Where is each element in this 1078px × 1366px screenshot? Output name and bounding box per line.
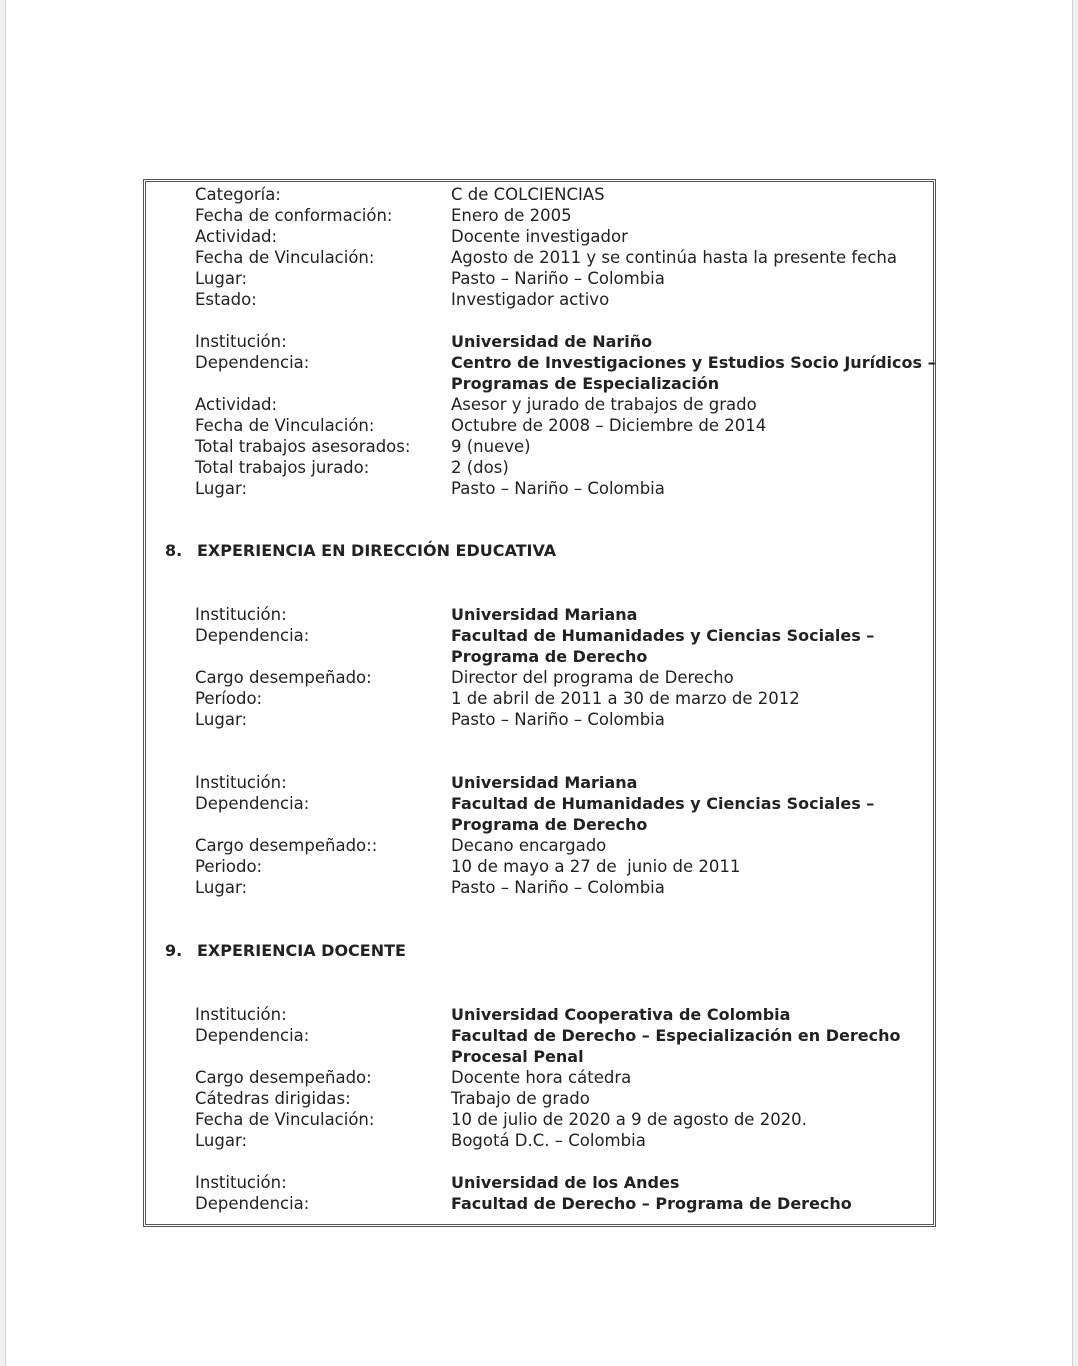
dependency-row	[0, 793, 1078, 814]
field-label: Cargo desempeñado::	[195, 836, 378, 855]
field-label: Fecha de conformación:	[195, 206, 393, 225]
field-label: Total trabajos jurado:	[195, 458, 370, 477]
dependency-label: Dependencia:	[195, 1194, 310, 1213]
field-value: 10 de mayo a 27 de junio de 2011	[451, 857, 741, 876]
field-label: Periodo:	[195, 857, 263, 876]
section-number: 8.	[165, 541, 183, 560]
field-label: Fecha de Vinculación:	[195, 248, 375, 267]
field-row	[0, 226, 1078, 247]
dependency-value-line1: Facultad de Derecho – Especialización en Derecho	[451, 1026, 901, 1045]
dependency-label: Dependencia:	[195, 626, 310, 645]
field-row	[0, 394, 1078, 415]
dependency-row-continued	[0, 1046, 1078, 1067]
dependency-value-line2: Procesal Penal	[451, 1047, 584, 1066]
institution-label: Institución:	[195, 605, 287, 624]
institution-value: Universidad Mariana	[451, 773, 638, 792]
field-label: Cargo desempeñado:	[195, 1068, 372, 1087]
institution-label: Institución:	[195, 1005, 287, 1024]
field-label: Lugar:	[195, 1131, 247, 1150]
field-value: Pasto – Nariño – Colombia	[451, 479, 665, 498]
institution-label: Institución:	[195, 773, 287, 792]
dependency-value-line2: Programa de Derecho	[451, 647, 648, 666]
field-row	[0, 877, 1078, 898]
dependency-value-line2: Programas de Especialización	[451, 374, 720, 393]
field-value: Agosto de 2011 y se continúa hasta la presente fecha	[451, 248, 897, 267]
institution-row	[0, 331, 1078, 352]
dependency-row	[0, 352, 1078, 373]
field-value: Asesor y jurado de trabajos de grado	[451, 395, 757, 414]
field-row	[0, 247, 1078, 268]
field-value: Pasto – Nariño – Colombia	[451, 269, 665, 288]
field-value: C de COLCIENCIAS	[451, 185, 605, 204]
dependency-label: Dependencia:	[195, 1026, 310, 1045]
field-value: Docente hora cátedra	[451, 1068, 632, 1087]
field-row	[0, 1088, 1078, 1109]
field-row	[0, 667, 1078, 688]
dependency-row	[0, 1025, 1078, 1046]
field-row	[0, 1130, 1078, 1151]
dependency-value-line1: Centro de Investigaciones y Estudios Socio Jurídicos –	[451, 353, 936, 372]
field-value: Octubre de 2008 – Diciembre de 2014	[451, 416, 767, 435]
dependency-value-line1: Facultad de Humanidades y Ciencias Sociales –	[451, 626, 875, 645]
dependency-row	[0, 1193, 1078, 1214]
field-row	[0, 856, 1078, 877]
field-value: 9 (nueve)	[451, 437, 531, 456]
field-label: Lugar:	[195, 878, 247, 897]
field-value: Pasto – Nariño – Colombia	[451, 710, 665, 729]
institution-row	[0, 1172, 1078, 1193]
institution-value: Universidad de Nariño	[451, 332, 653, 351]
field-value: 10 de julio de 2020 a 9 de agosto de 2020.	[451, 1110, 807, 1129]
field-label: Período:	[195, 689, 263, 708]
institution-row	[0, 772, 1078, 793]
field-label: Lugar:	[195, 479, 247, 498]
field-value: 2 (dos)	[451, 458, 509, 477]
dependency-value-line1: Facultad de Humanidades y Ciencias Sociales –	[451, 794, 875, 813]
institution-label: Institución:	[195, 1173, 287, 1192]
field-row	[0, 835, 1078, 856]
dependency-row-continued	[0, 646, 1078, 667]
dependency-label: Dependencia:	[195, 794, 310, 813]
field-label: Actividad:	[195, 227, 278, 246]
field-label: Cargo desempeñado:	[195, 668, 372, 687]
field-row	[0, 268, 1078, 289]
field-value: Decano encargado	[451, 836, 607, 855]
dependency-row-continued	[0, 814, 1078, 835]
field-label: Lugar:	[195, 269, 247, 288]
field-label: Fecha de Vinculación:	[195, 416, 375, 435]
field-row	[0, 436, 1078, 457]
field-label: Fecha de Vinculación:	[195, 1110, 375, 1129]
dependency-label: Dependencia:	[195, 353, 310, 372]
field-label: Categoría:	[195, 185, 281, 204]
section-number: 9.	[165, 941, 183, 960]
field-row	[0, 289, 1078, 310]
field-row	[0, 1067, 1078, 1088]
field-row	[0, 688, 1078, 709]
field-row	[0, 457, 1078, 478]
field-value: Pasto – Nariño – Colombia	[451, 878, 665, 897]
field-value: Trabajo de grado	[451, 1089, 590, 1108]
institution-value: Universidad Cooperativa de Colombia	[451, 1005, 791, 1024]
field-row	[0, 478, 1078, 499]
field-label: Estado:	[195, 290, 257, 309]
dependency-value-line2: Programa de Derecho	[451, 815, 648, 834]
field-label: Total trabajos asesorados:	[195, 437, 411, 456]
field-value: Investigador activo	[451, 290, 610, 309]
field-row	[0, 205, 1078, 226]
institution-row	[0, 604, 1078, 625]
field-label: Cátedras dirigidas:	[195, 1089, 351, 1108]
field-label: Lugar:	[195, 710, 247, 729]
section-title: EXPERIENCIA EN DIRECCIÓN EDUCATIVA	[197, 541, 557, 560]
field-value: Enero de 2005	[451, 206, 572, 225]
field-row	[0, 1109, 1078, 1130]
field-row	[0, 184, 1078, 205]
field-row	[0, 415, 1078, 436]
institution-row	[0, 1004, 1078, 1025]
section-title: EXPERIENCIA DOCENTE	[197, 941, 406, 960]
institution-value: Universidad de los Andes	[451, 1173, 680, 1192]
dependency-row-continued	[0, 373, 1078, 394]
field-value: Director del programa de Derecho	[451, 668, 734, 687]
dependency-row	[0, 625, 1078, 646]
dependency-value: Facultad de Derecho – Programa de Derecho	[451, 1194, 852, 1213]
field-label: Actividad:	[195, 395, 278, 414]
institution-value: Universidad Mariana	[451, 605, 638, 624]
field-row	[0, 709, 1078, 730]
field-value: Bogotá D.C. – Colombia	[451, 1131, 646, 1150]
field-value: Docente investigador	[451, 227, 628, 246]
institution-label: Institución:	[195, 332, 287, 351]
field-value: 1 de abril de 2011 a 30 de marzo de 2012	[451, 689, 800, 708]
